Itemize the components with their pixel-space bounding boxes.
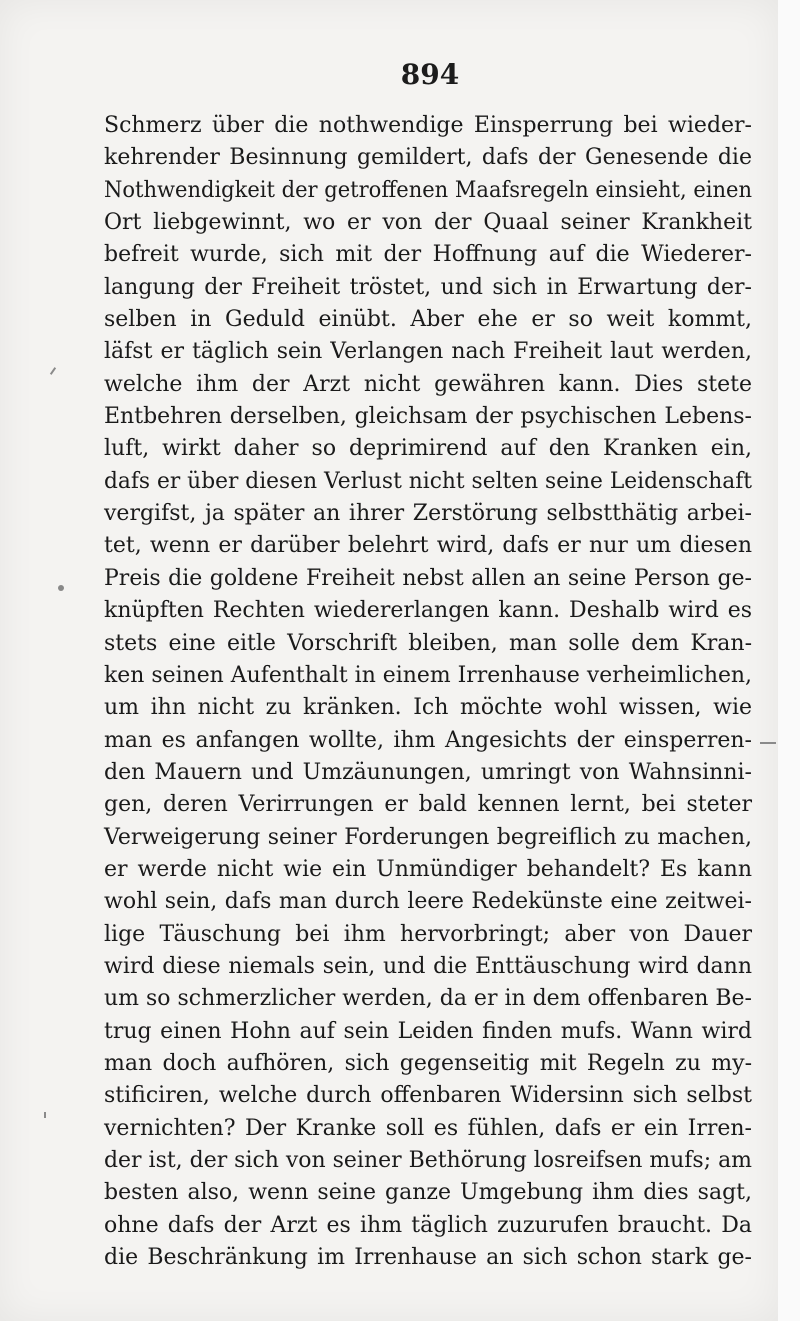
text-line: knüpften Rechten wiedererlangen kann. Deshalb wird es xyxy=(104,598,752,624)
text-line: Nothwendigkeit der getroffenen Maafsregeln einsieht, einen xyxy=(104,177,753,203)
page-edge xyxy=(778,0,800,1321)
text-line: Verweigerung seiner Forderungen begreiflich zu machen, xyxy=(104,824,752,850)
text-line: Preis die goldene Freiheit nebst allen an seine Person ge- xyxy=(104,565,752,591)
text-line: der ist, der sich von seiner Bethörung losreifsen mufs; am xyxy=(104,1148,753,1173)
text-line: wird diese niemals sein, und die Enttäuschung wird dann xyxy=(104,953,752,979)
text-line: Schmerz über die nothwendige Einsperrung bei wieder- xyxy=(104,113,752,138)
text-line: selben in Geduld einübt. Aber ehe er so weit kommt, xyxy=(104,307,752,333)
text-line: die Beschränkung im Irrenhause an sich schon stark ge- xyxy=(104,1245,752,1271)
text-line: luft, wirkt daher so deprimirend auf den Kranken ein, xyxy=(104,436,752,462)
text-line: um so schmerzlicher werden, da er in dem offenbaren Be- xyxy=(104,986,752,1012)
text-line: vernichten? Der Kranke soll es fühlen, dafs er ein Irren- xyxy=(104,1115,752,1141)
text-line: um ihn nicht zu kränken. Ich möchte wohl wissen, wie xyxy=(104,695,752,721)
text-line: man doch aufhören, sich gegenseitig mit Regeln zu my- xyxy=(104,1050,752,1076)
text-line: gen, deren Verirrungen er bald kennen lernt, bei steter xyxy=(104,792,752,818)
text-line: langung der Freiheit tröstet, und sich in Erwartung der- xyxy=(104,274,752,300)
paper-mark xyxy=(760,742,776,744)
page-number: 894 xyxy=(400,58,460,91)
text-line: trug einen Hohn auf sein Leiden finden mufs. Wann wird xyxy=(104,1018,752,1044)
text-line: wohl sein, dafs man durch leere Redekünste eine zeitwei- xyxy=(104,889,752,915)
text-line: er werde nicht wie ein Unmündiger behandelt? Es kann xyxy=(104,856,752,882)
paper-mark xyxy=(44,1112,46,1118)
text-line: besten also, wenn seine ganze Umgebung ihm dies sagt, xyxy=(104,1180,752,1206)
text-line: lige Täuschung bei ihm hervorbringt; aber von Dauer xyxy=(104,921,752,947)
text-line: befreit wurde, sich mit der Hoffnung auf die Wiederer- xyxy=(104,242,752,268)
text-line: läfst er täglich sein Verlangen nach Freiheit laut werden, xyxy=(104,339,752,365)
body-text xyxy=(104,110,752,1274)
text-line: kehrender Besinnung gemildert, dafs der Genesende die xyxy=(104,145,752,171)
text-line: ohne dafs der Arzt es ihm täglich zuzurufen braucht. Da xyxy=(104,1212,752,1238)
text-line: Entbehren derselben, gleichsam der psychischen Lebens- xyxy=(104,404,752,430)
text-line: tet, wenn er darüber belehrt wird, dafs er nur um diesen xyxy=(104,533,752,559)
text-line: vergifst, ja später an ihrer Zerstörung selbstthätig arbei- xyxy=(104,501,752,527)
text-line: man es anfangen wollte, ihm Angesichts der einsperren- xyxy=(104,727,752,753)
text-line: stificiren, welche durch offenbaren Widersinn sich selbst xyxy=(104,1083,752,1109)
text-line: Ort liebgewinnt, wo er von der Quaal seiner Krankheit xyxy=(104,210,752,236)
text-line: den Mauern und Umzäunungen, umringt von Wahnsinni- xyxy=(104,759,752,785)
text-line: ken seinen Aufenthalt in einem Irrenhause verheimlichen, xyxy=(104,662,753,688)
text-line: welche ihm der Arzt nicht gewähren kann. Dies stete xyxy=(104,371,752,397)
paper-mark xyxy=(50,367,56,375)
text-line: dafs er über diesen Verlust nicht selten seine Leidenschaft xyxy=(104,468,752,494)
paper-speck xyxy=(58,585,64,591)
text-line: stets eine eitle Vorschrift bleiben, man solle dem Kran- xyxy=(104,630,752,656)
